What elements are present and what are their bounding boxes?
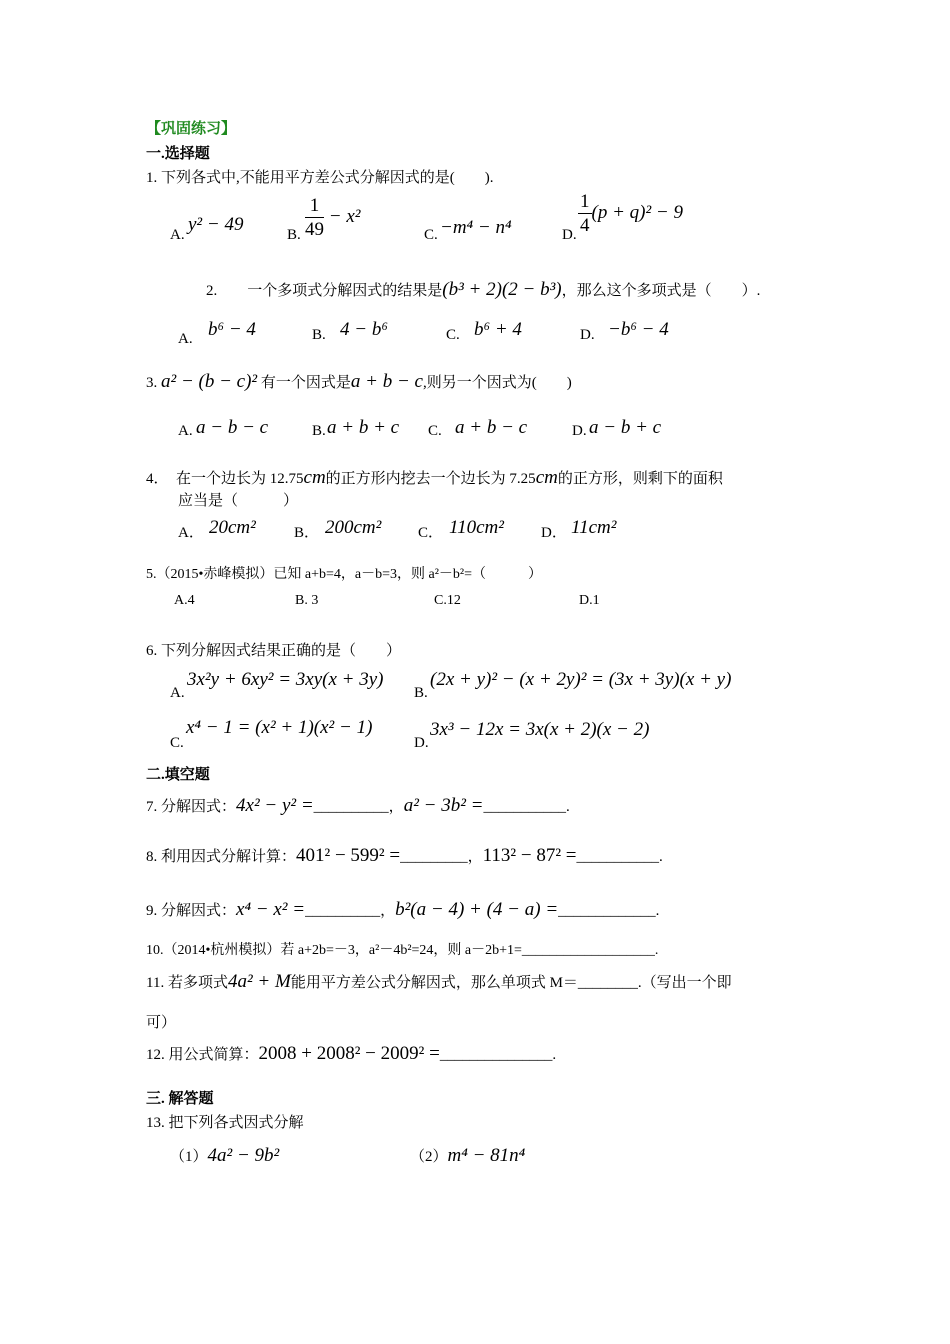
q12-math: 2008 + 2008² − 2009² = [258,1043,440,1064]
q9-math-1: x⁴ − x² = [236,899,306,920]
q8-sep: ， [467,849,483,865]
q9-blank-1: __________ [305,903,381,919]
q9-blank-2: _____________ [558,903,656,919]
q13-part-2 [410,1146,525,1165]
question-3-stem [146,372,572,391]
question-2-stem [206,280,760,299]
q4-option-a-label: A． [178,525,204,541]
q13-part-1-math: 4a² − 9b² [207,1145,280,1166]
q7-blank-2: ___________ [483,799,566,815]
question-13-stem: 13. 把下列各式因式分解 [146,1115,304,1131]
q1-d-rest: (p + q)² − 9 [591,201,683,223]
q13-part-1-label: （1） [170,1149,208,1165]
q3-option-d: a − b + c [589,417,662,438]
q4-unit-2: cm [535,467,558,488]
q1-d-numerator: 1 [580,191,590,212]
q8-blank-2: ___________ [576,849,659,865]
q3-option-a: a − b − c [196,417,269,438]
q3-math2: a + b − c [350,371,423,392]
q1-b-numerator: 1 [305,196,324,218]
question-1-stem: 1. 下列各式中,不能用平方差公式分解因式的是( ). [146,170,494,186]
q2-stem-math: (b³ + 2)(2 − b³) [442,279,562,300]
q8-pre: 8. 利用因式分解计算： [146,849,297,865]
q6-option-c: x⁴ − 1 = (x² + 1)(x² − 1) [186,717,373,738]
section-heading: 【巩固练习】 [146,121,237,137]
q6-option-c-label: C. [170,735,184,751]
q6-option-d-label: D. [414,735,429,751]
q2-option-a-label: A. [178,331,193,347]
q1-option-b-label: B. [287,227,301,243]
q6-option-a-label: A. [170,685,185,701]
q8-math-1: 401² − 599² = [296,845,401,866]
q3-option-b-label: B. [312,423,326,439]
q1-b-rest: − x² [324,205,361,227]
q3-mid: 有一个因式是 [260,375,351,391]
question-6-stem: 6. 下列分解因式结果正确的是（ ） [146,643,402,659]
question-8 [146,846,663,865]
section-answer-title: 三. 解答题 [146,1091,214,1107]
q8-end: . [658,849,663,865]
q7-sep: ， [388,799,404,815]
q7-pre: 7. 分解因式： [146,799,237,815]
section-fill-title: 二.填空题 [146,767,210,783]
q5-option-d: D.1 [579,593,600,608]
q11-math: 4a² + M [227,971,291,992]
q7-blank-1: __________ [313,799,389,815]
q4-line1-post: 的正方形，则剩下的面积 [557,471,723,487]
q3-option-d-label: D. [572,423,587,439]
q3-option-c-label: C. [428,423,442,439]
question-5-stem: 5.（2015•赤峰模拟）已知 a+b=4，a－b=3，则 a²－b²=（ ） [146,567,543,582]
q2-option-b: 4 − b⁶ [340,319,388,340]
q4-line1-pre: 4． 在一个边长为 12.75 [146,471,304,487]
q8-blank-1: _________ [400,849,468,865]
question-11-line-1 [146,972,732,991]
q9-pre: 9. 分解因式： [146,903,237,919]
q12-end: . [552,1047,557,1063]
q7-math-1: 4x² − y² = [236,795,314,816]
q2-option-d: −b⁶ − 4 [608,319,669,340]
q4-option-d-label: D． [541,525,567,541]
q2-option-d-label: D. [580,327,595,343]
q6-option-a: 3x²y + 6xy² = 3xy(x + 3y) [187,669,384,690]
question-9 [146,900,659,919]
q2-option-c-label: C. [446,327,460,343]
q6-option-d: 3x³ − 12x = 3x(x + 2)(x − 2) [430,719,650,740]
q6-option-b-label: B. [414,685,428,701]
q4-option-b-label: B． [294,525,320,541]
q7-math-2: a² − 3b² = [403,795,484,816]
q1-option-a: y² − 49 [188,214,244,235]
q2-stem-post: ，那么这个多项式是（ ）. [561,283,761,299]
q13-part-2-label: （2） [410,1149,448,1165]
q1-option-d-label: D. [562,227,577,243]
q3-math: a² − (b − c)² [161,371,258,392]
q3-post: ,则另一个因式为( ) [422,375,572,391]
question-12 [146,1044,556,1063]
q11-post: 能用平方差公式分解因式，那么单项式 M＝________.（写出一个即 [290,975,732,991]
q1-d-denominator: 4 [580,215,590,236]
question-10: 10.（2014•杭州模拟）若 a+2b=－3，a²－4b²=24，则 a－2b+1=___________________. [146,943,659,958]
q4-option-c: 110cm² [449,517,504,538]
q3-option-b: a + b + c [327,417,400,438]
q4-option-c-label: C． [418,525,444,541]
q11-pre: 11. 若多项式 [146,975,228,991]
q1-option-a-label: A. [170,227,185,243]
q1-option-c-label: C. [424,227,438,243]
q4-option-d: 11cm² [571,517,617,538]
q2-option-a: b⁶ − 4 [208,319,256,340]
q1-option-b [305,196,360,239]
q5-option-b: B. 3 [295,593,319,608]
q8-math-2: 113² − 87² = [482,845,577,866]
q2-stem-pre: 2. 一个多项式分解因式的结果是 [206,283,443,299]
q1-option-d [578,192,683,235]
q7-end: . [565,799,570,815]
q5-option-a: A.4 [174,593,195,608]
question-7 [146,796,570,815]
q6-option-b: (2x + y)² − (x + 2y)² = (3x + 3y)(x + y) [430,669,732,690]
q3-option-a-label: A. [178,423,193,439]
q4-unit-1: cm [303,467,326,488]
section-choice-title: 一.选择题 [146,146,210,162]
q2-option-c: b⁶ + 4 [474,319,522,340]
question-4-line-2: 应当是（ ） [178,493,299,509]
q9-sep: ， [380,903,396,919]
q13-part-2-math: m⁴ − 81n⁴ [447,1145,526,1166]
q3-number: 3. [146,375,158,391]
q4-line1-mid: 的正方形内挖去一个边长为 7.25 [325,471,536,487]
q13-part-1 [170,1146,279,1165]
question-4-line-1 [146,468,723,487]
q12-pre: 12. 用公式简算： [146,1047,259,1063]
q1-option-c: −m⁴ − n⁴ [440,217,512,238]
q12-blank: _______________ [439,1047,553,1063]
q4-option-b: 200cm² [325,517,382,538]
q2-option-b-label: B. [312,327,326,343]
q5-option-c: C.12 [434,593,461,608]
q9-math-2: b²(a − 4) + (4 − a) = [395,899,559,920]
q4-option-a: 20cm² [209,517,256,538]
question-11-line-2: 可） [146,1015,177,1031]
q1-b-denominator: 49 [305,219,324,240]
q9-end: . [655,903,660,919]
q3-option-c: a + b − c [455,417,528,438]
